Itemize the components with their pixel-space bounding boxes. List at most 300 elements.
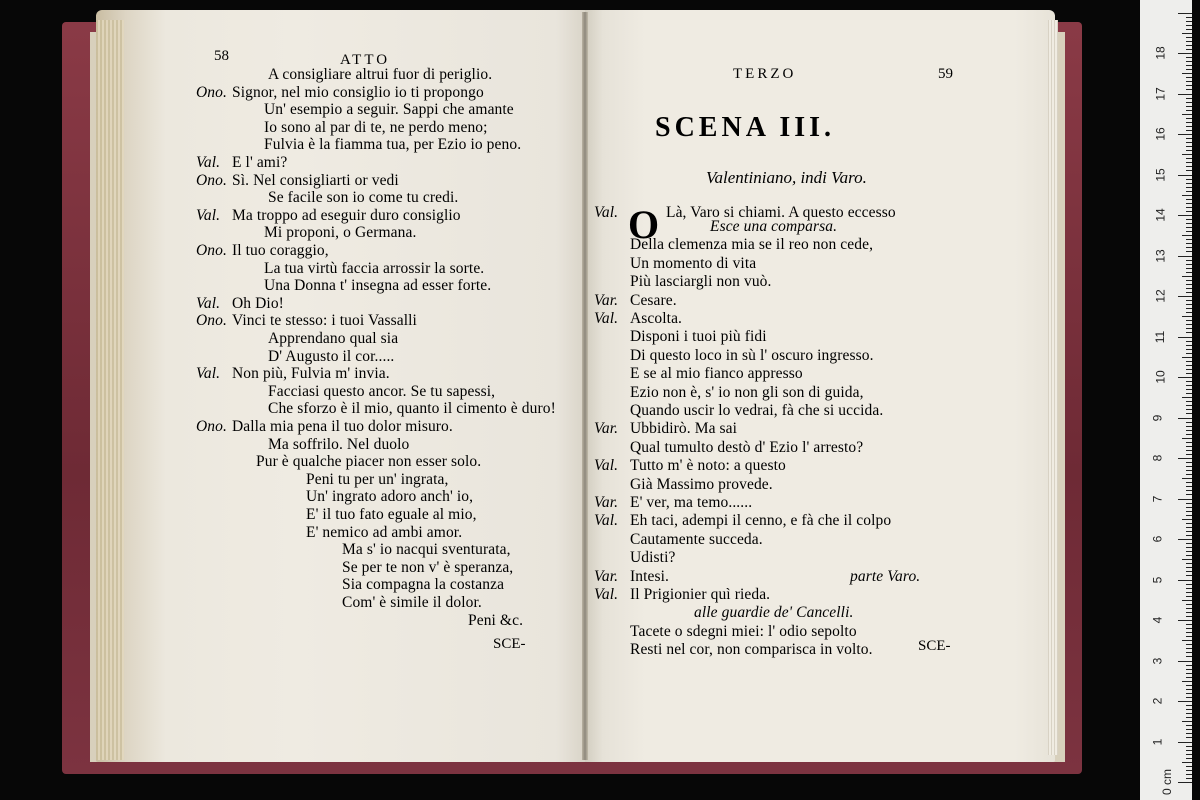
ruler-tick	[1186, 369, 1192, 370]
ruler-tick	[1186, 138, 1192, 139]
text-line	[196, 489, 473, 505]
text-line	[594, 403, 883, 419]
measuring-ruler	[1140, 0, 1192, 800]
ruler-tick	[1182, 73, 1192, 74]
ruler-tick	[1186, 665, 1192, 666]
ruler-label: 16	[1153, 127, 1168, 141]
verse-text: Di questo loco in sù l' oscuro ingresso.	[630, 346, 874, 364]
ruler-tick	[1186, 288, 1192, 289]
text-line	[196, 437, 409, 453]
ruler-tick	[1186, 531, 1192, 532]
text-line	[196, 613, 523, 629]
ruler-tick	[1186, 320, 1192, 321]
verse-text: Disponi i tuoi più fidi	[630, 328, 767, 346]
text-line	[196, 560, 513, 576]
ruler-tick	[1186, 85, 1192, 86]
ruler-tick	[1178, 458, 1192, 459]
text-line	[594, 329, 767, 345]
text-line	[594, 385, 864, 401]
ruler-tick	[1182, 154, 1192, 155]
verse-text: Peni &c.	[468, 611, 524, 629]
ruler-tick	[1186, 268, 1192, 269]
text-line	[196, 120, 488, 136]
ruler-tick	[1186, 247, 1192, 248]
gutter	[582, 12, 588, 760]
ruler-tick	[1186, 462, 1192, 463]
text-line	[196, 137, 521, 153]
text-line	[594, 458, 786, 474]
text-line	[196, 401, 556, 417]
speaker-label: Ono.	[196, 171, 227, 189]
ruler-tick	[1186, 466, 1192, 467]
ruler-label: 1	[1150, 738, 1165, 745]
ruler-tick	[1186, 304, 1192, 305]
ruler-tick	[1186, 389, 1192, 390]
ruler-tick	[1186, 158, 1192, 159]
speaker-label: Ono.	[196, 242, 227, 259]
ruler-tick	[1186, 179, 1192, 180]
verse-text: Intesi.	[630, 567, 670, 585]
verse-text: E' nemico ad ambi amor.	[306, 523, 463, 541]
ruler-tick	[1186, 604, 1192, 605]
ruler-tick	[1186, 69, 1192, 70]
ruler-tick	[1186, 365, 1192, 366]
ruler-tick	[1178, 94, 1192, 95]
ruler-tick	[1186, 442, 1192, 443]
ruler-tick	[1186, 17, 1192, 18]
ruler-tick	[1186, 239, 1192, 240]
ruler-tick	[1182, 276, 1192, 277]
ruler-label: 2	[1150, 697, 1165, 705]
ruler-tick	[1186, 243, 1192, 244]
ruler-tick	[1186, 608, 1192, 609]
verse-text: Una Donna t' insegna ad esser forte.	[264, 277, 492, 295]
ruler-label: 7	[1150, 495, 1165, 502]
ruler-tick	[1186, 737, 1192, 738]
verse-text: Sì. Nel consigliarti or vedi	[232, 171, 399, 189]
text-line	[594, 477, 773, 493]
ruler-tick	[1186, 588, 1192, 589]
speaker-label: Var.	[594, 420, 619, 438]
ruler-tick	[1186, 454, 1192, 455]
ruler-tick	[1182, 640, 1192, 641]
text-line	[196, 507, 477, 523]
speaker-label: Var.	[594, 567, 619, 585]
ruler-tick	[1186, 191, 1192, 192]
ruler-tick	[1186, 401, 1192, 402]
ruler-label: 17	[1153, 86, 1168, 101]
text-line	[594, 274, 772, 290]
ruler-tick	[1186, 219, 1192, 220]
ruler-tick	[1178, 580, 1192, 581]
ruler-tick	[1186, 373, 1192, 374]
ruler-tick	[1186, 571, 1192, 572]
ruler-tick	[1186, 563, 1192, 564]
ruler-tick	[1186, 470, 1192, 471]
verse-text: A consigliare altrui fuor di periglio.	[268, 66, 493, 83]
ruler-tick	[1182, 235, 1192, 236]
ruler-tick	[1178, 742, 1192, 743]
verse-text: Eh taci, adempi il cenno, e fà che il colpo	[630, 512, 892, 530]
text-line	[196, 331, 398, 347]
verse-text: Non più, Fulvia m' invia.	[232, 365, 390, 383]
verse-text: Facciasi questo ancor. Se tu sapessi,	[268, 382, 496, 400]
text-line	[196, 366, 390, 382]
ruler-tick	[1186, 61, 1192, 62]
verse-text: Vinci te stesso: i tuoi Vassalli	[232, 312, 417, 330]
ruler-tick	[1186, 486, 1192, 487]
ruler-tick	[1186, 628, 1192, 629]
ruler-label: 6	[1150, 535, 1165, 543]
ruler-tick	[1182, 33, 1192, 34]
ruler-tick	[1186, 713, 1192, 714]
speaker-label: Val.	[196, 365, 221, 383]
ruler-tick	[1186, 110, 1192, 111]
verse-text: Peni tu per un' ingrata,	[306, 470, 449, 488]
verse-text: Della clemenza mia se il reo non cede,	[630, 236, 874, 254]
ruler-tick	[1186, 57, 1192, 58]
ruler-tick	[1186, 292, 1192, 293]
ruler-tick	[1178, 13, 1192, 14]
running-head: ATTO	[340, 52, 391, 68]
text-line	[594, 513, 891, 529]
ruler-tick	[1186, 203, 1192, 204]
text-line	[594, 256, 756, 272]
verse-text: Tutto m' è noto: a questo	[630, 457, 786, 475]
ruler-tick	[1186, 555, 1192, 556]
ruler-tick	[1186, 29, 1192, 30]
ruler-tick	[1178, 499, 1192, 500]
ruler-label: 4	[1150, 616, 1165, 624]
ruler-tick	[1186, 328, 1192, 329]
text-line	[196, 419, 453, 435]
verse-text: Più lasciargli non vuò.	[630, 273, 772, 291]
ruler-tick	[1186, 187, 1192, 188]
ruler-tick	[1186, 106, 1192, 107]
ruler-tick	[1186, 231, 1192, 232]
text-line	[196, 472, 449, 488]
ruler-tick	[1186, 166, 1192, 167]
ruler-tick	[1186, 385, 1192, 386]
ruler-tick	[1178, 661, 1192, 662]
verse-text: Ascolta.	[630, 310, 683, 327]
text-line	[594, 366, 803, 382]
text-line	[196, 261, 484, 277]
ruler-tick	[1186, 183, 1192, 184]
ruler-tick	[1186, 426, 1192, 427]
ruler-tick	[1186, 446, 1192, 447]
ruler-tick	[1186, 118, 1192, 119]
text-line	[196, 349, 394, 365]
ruler-tick	[1186, 685, 1192, 686]
speaker-label: Val.	[594, 310, 619, 327]
ruler-tick	[1186, 705, 1192, 706]
ruler-label: 8	[1150, 454, 1165, 462]
ruler-tick	[1186, 596, 1192, 597]
ruler-tick	[1186, 697, 1192, 698]
ruler-tick	[1182, 478, 1192, 479]
speaker-label: Val.	[196, 294, 221, 312]
ruler-tick	[1182, 195, 1192, 196]
verse-text: Un momento di vita	[630, 254, 757, 272]
ruler-tick	[1186, 81, 1192, 82]
ruler-tick	[1186, 170, 1192, 171]
ruler-tick	[1186, 207, 1192, 208]
verse-text: Sia compagna la costanza	[342, 576, 505, 594]
running-head: TERZO	[733, 66, 797, 82]
ruler-tick	[1186, 405, 1192, 406]
ruler-tick	[1186, 648, 1192, 649]
ruler-tick	[1178, 296, 1192, 297]
text-line	[196, 595, 482, 611]
verse-text: D' Augusto il cor.....	[268, 347, 395, 365]
ruler-label: 13	[1153, 248, 1168, 263]
verse-text: Cautamente succeda.	[630, 530, 763, 548]
text-line	[594, 532, 763, 548]
ruler-tick	[1186, 77, 1192, 78]
verse-text: Dalla mia pena il tuo dolor misuro.	[232, 418, 453, 435]
stage-direction: parte Varo.	[850, 568, 921, 585]
ruler-tick	[1186, 584, 1192, 585]
ruler-tick	[1182, 721, 1192, 722]
verse-text: Oh Dio!	[232, 294, 284, 312]
verse-text: E l' ami?	[232, 154, 288, 171]
ruler-tick	[1178, 256, 1192, 257]
ruler-tick	[1186, 503, 1192, 504]
ruler-tick	[1186, 393, 1192, 394]
page-stack-edge	[96, 20, 124, 760]
ruler-tick	[1186, 150, 1192, 151]
verse-text: Che sforzo è il mio, quanto il cimento è duro!	[268, 400, 556, 418]
verse-text: Qual tumulto destò d' Ezio l' arresto?	[630, 438, 864, 456]
speaker-label: Ono.	[196, 312, 227, 330]
speaker-label: Val.	[594, 457, 619, 475]
ruler-tick	[1186, 430, 1192, 431]
ruler-tick	[1186, 25, 1192, 26]
speaker-label: Var.	[594, 494, 619, 511]
ruler-tick	[1186, 612, 1192, 613]
drop-cap: O	[628, 202, 660, 247]
verse-text: Un' ingrato adoro anch' io,	[306, 488, 474, 506]
ruler-tick	[1186, 142, 1192, 143]
ruler-tick	[1186, 729, 1192, 730]
text-line	[196, 155, 287, 171]
ruler-tick	[1186, 758, 1192, 759]
ruler-tick	[1186, 766, 1192, 767]
ruler-label: 18	[1153, 46, 1168, 60]
ruler-tick	[1182, 519, 1192, 520]
ruler-tick	[1186, 652, 1192, 653]
ruler-tick	[1186, 778, 1192, 779]
ruler-tick	[1186, 774, 1192, 775]
text-line	[594, 311, 682, 327]
ruler-tick	[1186, 656, 1192, 657]
ruler-tick	[1186, 746, 1192, 747]
ruler-tick	[1186, 251, 1192, 252]
text-line	[594, 219, 837, 235]
text-line	[196, 67, 492, 83]
ruler-label: 5	[1150, 576, 1165, 583]
ruler-tick	[1182, 600, 1192, 601]
ruler-tick	[1186, 312, 1192, 313]
verse-text: Fulvia è la fiamma tua, per Ezio io peno.	[264, 136, 522, 154]
text-line	[594, 348, 874, 364]
ruler-tick	[1186, 636, 1192, 637]
ruler-tick	[1186, 535, 1192, 536]
catchword: SCE-	[918, 638, 951, 654]
verse-text: Già Massimo provede.	[630, 475, 773, 493]
verse-text: Apprendano qual sia	[268, 330, 399, 347]
ruler-tick	[1178, 418, 1192, 419]
ruler-tick	[1186, 102, 1192, 103]
text-line	[594, 624, 857, 640]
verse-text: Resti nel cor, non comparisca in volto.	[630, 641, 873, 659]
text-line	[196, 313, 417, 329]
ruler-tick	[1186, 422, 1192, 423]
ruler-tick	[1186, 45, 1192, 46]
ruler-tick	[1182, 114, 1192, 115]
ruler-tick	[1186, 669, 1192, 670]
ruler-tick	[1178, 337, 1192, 338]
page-number: 59	[938, 66, 953, 82]
verse-text: Ma troppo ad eseguir duro consiglio	[232, 206, 461, 224]
ruler-tick	[1186, 709, 1192, 710]
page-stack-edge-right	[1048, 20, 1058, 755]
ruler-tick	[1178, 377, 1192, 378]
text-line	[594, 440, 863, 456]
verse-text: Se facile son io come tu credi.	[268, 189, 459, 207]
ruler-tick	[1186, 353, 1192, 354]
speaker-label: Val.	[594, 204, 619, 221]
ruler-tick	[1186, 41, 1192, 42]
ruler-tick	[1186, 381, 1192, 382]
text-line	[196, 525, 462, 541]
ruler-tick	[1186, 345, 1192, 346]
ruler-tick	[1186, 693, 1192, 694]
ruler-tick	[1186, 434, 1192, 435]
ruler-tick	[1186, 770, 1192, 771]
ruler-tick	[1186, 130, 1192, 131]
speaker-label: Val.	[594, 512, 619, 530]
text-line	[594, 569, 920, 585]
ruler-tick	[1186, 490, 1192, 491]
speaker-label: Val.	[196, 206, 221, 224]
text-line	[196, 542, 511, 558]
ruler-tick	[1178, 782, 1192, 783]
ruler-tick	[1186, 349, 1192, 350]
ruler-tick	[1186, 341, 1192, 342]
verse-text: E' ver, ma temo......	[630, 494, 753, 511]
ruler-tick	[1186, 450, 1192, 451]
ruler-tick	[1186, 409, 1192, 410]
ruler-tick	[1186, 551, 1192, 552]
text-line	[196, 225, 416, 241]
ruler-tick	[1186, 575, 1192, 576]
ruler-tick	[1186, 717, 1192, 718]
text-line	[196, 208, 461, 224]
speaker-label: Val.	[594, 586, 619, 603]
ruler-tick	[1186, 644, 1192, 645]
ruler-tick	[1186, 547, 1192, 548]
text-line	[196, 454, 481, 470]
ruler-label: 9	[1150, 414, 1165, 421]
text-line	[196, 85, 484, 101]
ruler-tick	[1186, 632, 1192, 633]
scene-title: SCENA III.	[655, 112, 836, 143]
text-line	[594, 293, 677, 309]
verse-text: Il tuo coraggio,	[232, 242, 329, 259]
speaker-label: Val.	[196, 154, 221, 171]
verse-text: E se al mio fianco appresso	[630, 365, 803, 383]
ruler-tick	[1186, 49, 1192, 50]
ruler-tick	[1178, 53, 1192, 54]
text-line	[594, 587, 770, 603]
ruler-tick	[1186, 211, 1192, 212]
verse-text: Ma s' io nacqui sventurata,	[342, 541, 511, 559]
verse-text: Signor, nel mio consiglio io ti propongo	[232, 83, 484, 101]
ruler-label: 15	[1153, 167, 1168, 182]
ruler-tick	[1186, 37, 1192, 38]
ruler-tick	[1186, 332, 1192, 333]
verse-text: Udisti?	[630, 549, 676, 567]
ruler-label: 10	[1153, 370, 1168, 384]
text-line	[196, 384, 495, 400]
ruler-tick	[1186, 264, 1192, 265]
ruler-tick	[1182, 357, 1192, 358]
ruler-tick	[1186, 146, 1192, 147]
verse-text: Ezio non è, s' io non gli son di guida,	[630, 383, 864, 401]
ruler-label: 3	[1150, 657, 1165, 664]
ruler-tick	[1178, 620, 1192, 621]
ruler-tick	[1186, 300, 1192, 301]
ruler-tick	[1186, 280, 1192, 281]
ruler-tick	[1178, 701, 1192, 702]
text-line	[594, 605, 853, 621]
verse-text: Quando uscir lo vedrai, fà che si uccida.	[630, 402, 884, 419]
ruler-tick	[1186, 592, 1192, 593]
ruler-tick	[1186, 677, 1192, 678]
speaker-label: Ono.	[196, 418, 227, 435]
speaker-label: Var.	[594, 291, 619, 309]
stage-direction: alle guardie de' Cancelli.	[694, 604, 854, 622]
ruler-tick	[1186, 272, 1192, 273]
text-line	[196, 296, 284, 312]
verse-text: La tua virtù faccia arrossir la sorte.	[264, 259, 485, 277]
ruler-tick	[1186, 308, 1192, 309]
ruler-label: 12	[1153, 289, 1168, 303]
verse-text: Tacete o sdegni miei: l' odio sepolto	[630, 622, 857, 640]
verse-text: Cesare.	[630, 291, 677, 309]
ruler-tick	[1186, 616, 1192, 617]
ruler-tick	[1186, 89, 1192, 90]
text-line	[594, 642, 873, 658]
stage-direction: Esce una comparsa.	[710, 218, 838, 235]
verse-text: Un' esempio a seguir. Sappi che amante	[264, 101, 514, 119]
ruler-tick	[1186, 754, 1192, 755]
ruler-tick	[1182, 316, 1192, 317]
ruler-tick	[1186, 511, 1192, 512]
ruler-tick	[1186, 523, 1192, 524]
ruler-tick	[1186, 361, 1192, 362]
text-line	[196, 243, 329, 259]
ruler-tick	[1186, 515, 1192, 516]
ruler-tick	[1186, 733, 1192, 734]
ruler-tick	[1186, 750, 1192, 751]
text-line	[196, 577, 504, 593]
ruler-tick	[1186, 260, 1192, 261]
ruler-tick	[1186, 527, 1192, 528]
ruler-tick	[1178, 175, 1192, 176]
